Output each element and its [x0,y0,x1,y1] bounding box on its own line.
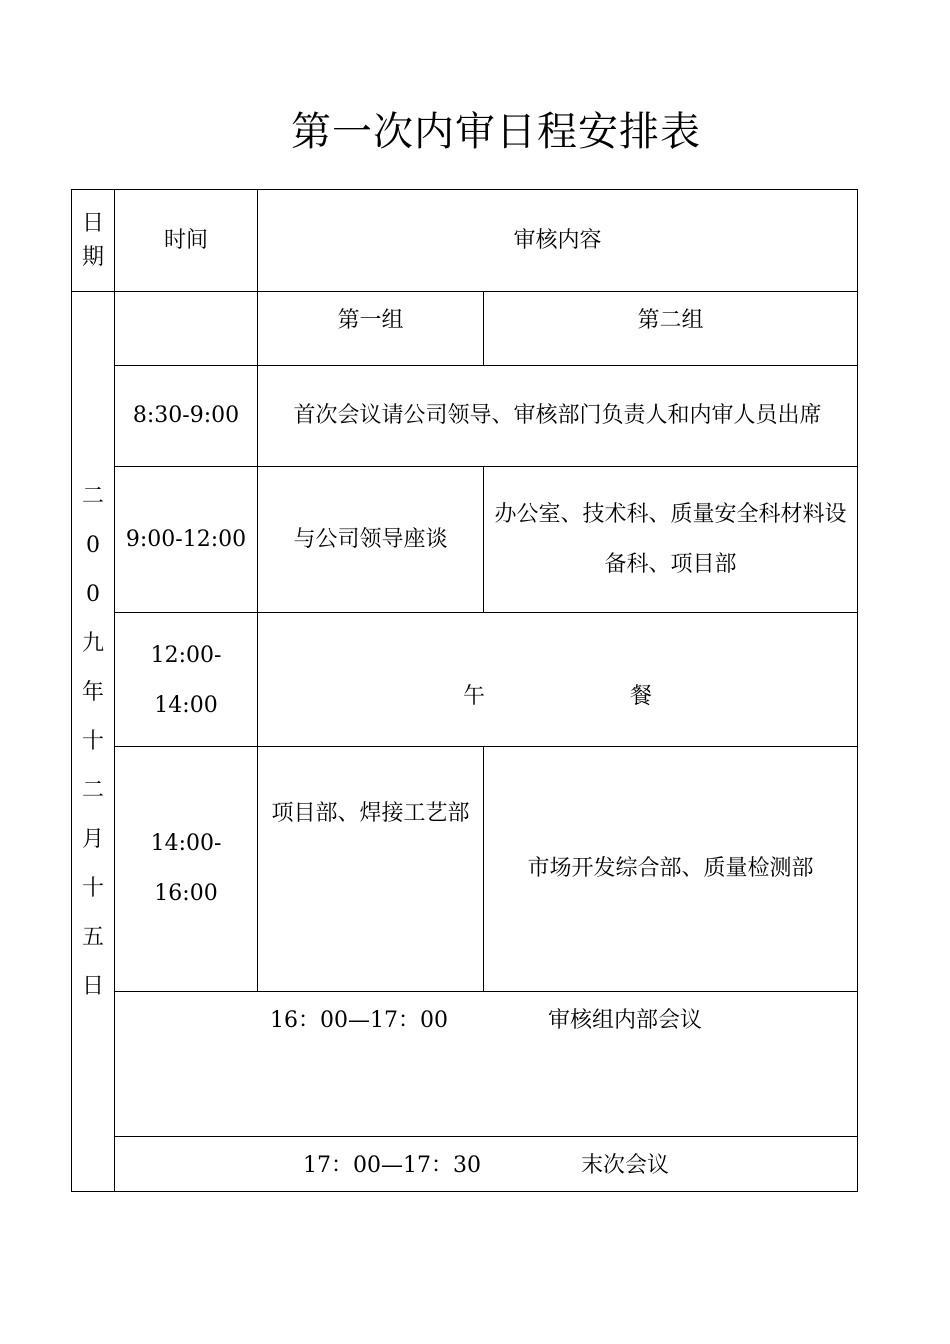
date-char: 二 [81,778,104,803]
empty-time-cell [115,292,258,366]
afternoon-group1: 项目部、焊接工艺部 [258,747,484,992]
date-char: 二 [81,484,104,509]
time-header: 时间 [115,190,258,292]
page-title: 第一次内审日程安排表 [291,109,701,155]
date-char: 九 [81,631,104,656]
opening-time: 8:30-9:00 [115,366,258,467]
lunch-time: 12:00-14:00 [115,613,258,747]
date-header-char: 日 [81,210,104,236]
date-char: 日 [81,974,104,999]
content-header: 审核内容 [258,190,858,292]
opening-content: 首次会议请公司领导、审核部门负责人和内审人员出席 [258,366,858,467]
date-header-cell [72,190,115,292]
date-column [72,292,115,1192]
schedule-table [71,189,858,1192]
date-char: 0 [86,582,100,607]
group2-header: 第二组 [484,292,858,366]
afternoon-group2: 市场开发综合部、质量检测部 [484,747,858,992]
date-char: 十 [81,729,104,754]
morning-time: 9:00-12:00 [115,467,258,613]
group1-header: 第一组 [258,292,484,366]
internal-meeting-row [115,992,858,1137]
date-char: 五 [81,925,104,950]
date-header-char: 期 [81,244,104,270]
internal-meeting-content: 审核组内部会议 [547,1008,702,1033]
lunch-label: 午 [462,683,485,709]
date-char: 月 [81,827,104,852]
date-char: 年 [81,680,104,705]
date-char: 十 [81,876,104,901]
closing-meeting-content: 末次会议 [580,1153,669,1178]
afternoon-time: 14:00-16:00 [115,747,258,992]
closing-meeting-time: 17：00—17：30 [303,1153,481,1178]
date-char: 0 [86,533,100,558]
morning-group2: 办公室、技术科、质量安全科材料设备科、项目部 [484,467,858,613]
closing-meeting-row [115,1137,858,1192]
lunch-label: 餐 [630,683,653,709]
morning-group1: 与公司领导座谈 [258,467,484,613]
lunch-content [258,613,858,747]
internal-meeting-time: 16：00—17：00 [270,1008,448,1033]
